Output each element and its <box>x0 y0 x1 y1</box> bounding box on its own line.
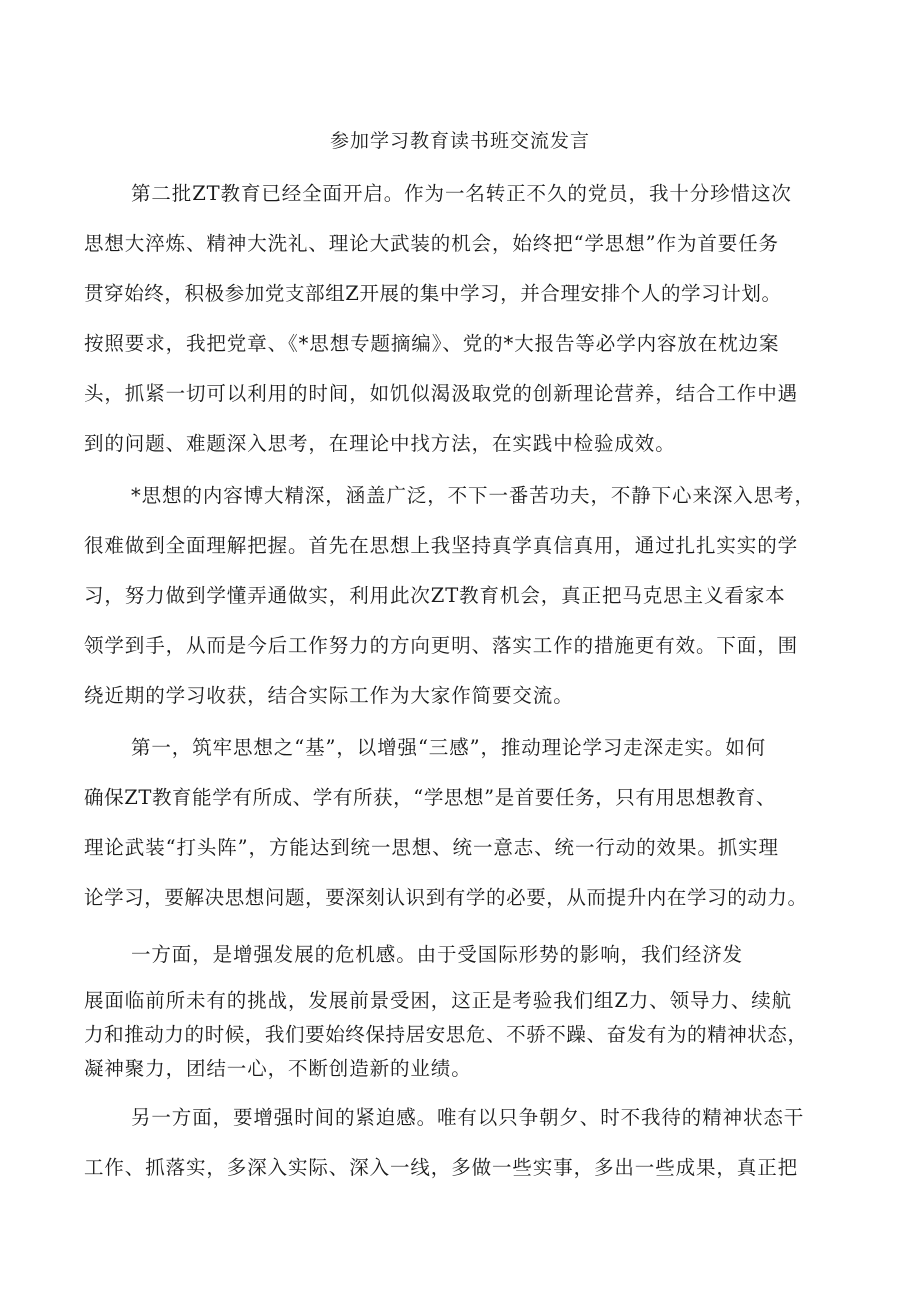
text-line: 思想大淬炼、精神大洗礼、理论大武装的机会，始终把“学思想”作为首要任务 <box>84 232 779 255</box>
text-line: 理论武装“打头阵”，方能达到统一思想、统一意志、统一行动的效果。抓实理 <box>84 836 779 859</box>
text-line: 力和推动力的时候，我们要始终保持居安思危、不骄不躁、奋发有为的精神状态， <box>84 1023 808 1046</box>
text-line: 论学习，要解决思想问题，要深刻认识到有学的必要，从而提升内在学习的动力。 <box>84 886 808 909</box>
text-line: 展面临前所未有的挑战，发展前景受困，这正是考验我们组Z力、领导力、续航 <box>84 989 793 1012</box>
text-line: 绕近期的学习收获，结合实际工作为大家作简要交流。 <box>84 684 574 707</box>
text-line: 第一，筑牢思想之“基”，以增强“三感”，推动理论学习走深走实。如何 <box>131 736 767 759</box>
text-line: 很难做到全面理解把握。首先在思想上我坚持真学真信真用，通过扎扎实实的学 <box>84 534 799 557</box>
text-line: 确保ZT教育能学有所成、学有所获，“学思想”是首要任务，只有用思想教育、 <box>84 786 777 809</box>
text-line: 按照要求，我把党章、《*思想专题摘编》、党的*大报告等必学内容放在枕边案 <box>84 332 780 355</box>
text-line: 工作、抓落实，多深入实际、深入一线，多做一些实事，多出一些成果，真正把 <box>84 1156 799 1179</box>
text-line: 贯穿始终，积极参加党支部组Z开展的集中学习，并合理安排个人的学习计划。 <box>84 282 782 305</box>
text-line: 一方面，是增强发展的危机感。由于受国际形势的影响，我们经济发 <box>131 943 744 966</box>
text-line: 头，抓紧一切可以利用的时间，如饥似渴汲取党的创新理论营养，结合工作中遇 <box>84 382 799 405</box>
text-line: 到的问题、难题深入思考，在理论中找方法，在实践中检验成效。 <box>84 432 676 455</box>
text-line: *思想的内容博大精深，涵盖广泛，不下一番苦功夫，不静下心来深入思考， <box>131 484 815 507</box>
text-line: 第二批ZT教育已经全面开启。作为一名转正不久的党员，我十分珍惜这次 <box>131 182 792 205</box>
text-line: 习，努力做到学懂弄通做实，利用此次ZT教育机会，真正把马克思主义看家本 <box>84 584 786 607</box>
text-line: 凝神聚力，团结一心，不断创造新的业绩。 <box>84 1057 472 1080</box>
text-line: 另一方面，要增强时间的紧迫感。唯有以只争朝夕、时不我待的精神状态干 <box>131 1106 805 1129</box>
document-title: 参加学习教育读书班交流发言 <box>329 130 590 152</box>
text-line: 领学到手，从而是今后工作努力的方向更明、落实工作的措施更有效。下面，围 <box>84 634 799 657</box>
